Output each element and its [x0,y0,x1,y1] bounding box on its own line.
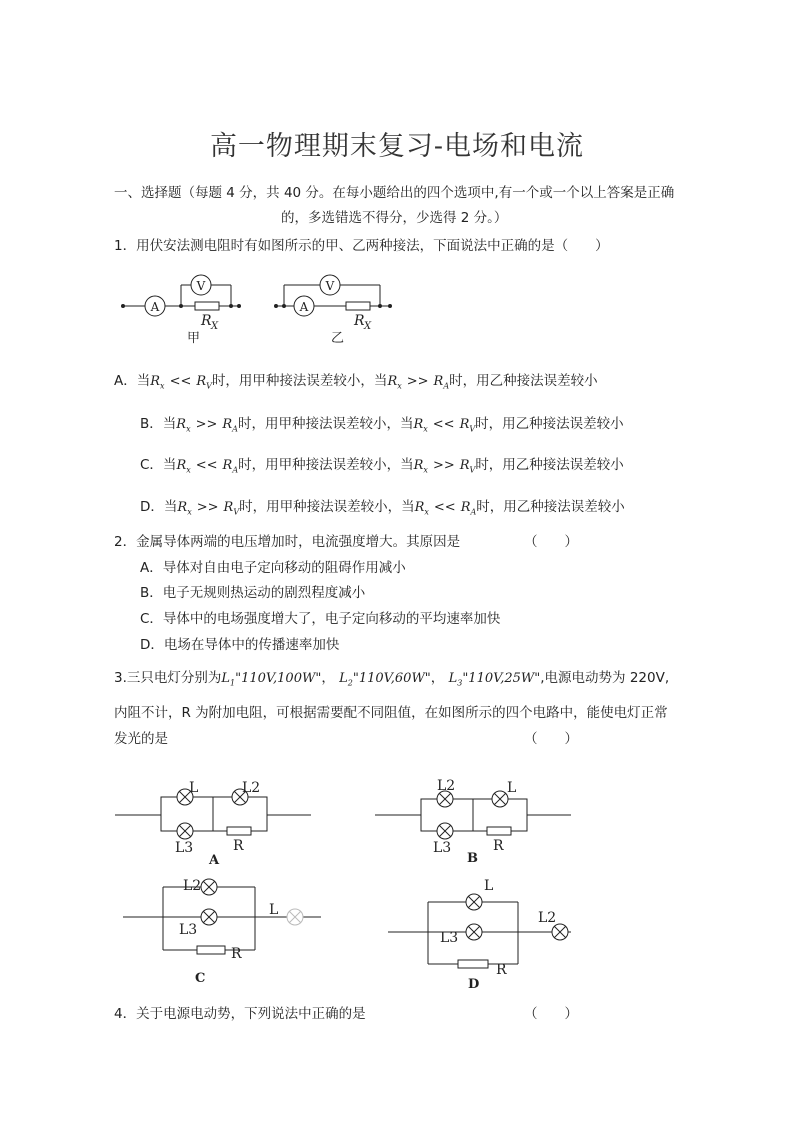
svg-text:D: D [468,977,480,992]
inline-formula: $R_x << R_A$ [414,500,477,517]
lamp-icon [552,924,568,940]
inline-formula: $R_x >> R_V$ [413,458,476,475]
circuit-figure-c [123,872,328,987]
question-2-answer-blank: （ ） [524,534,578,550]
circuit-figure-yi [268,270,398,345]
svg-text:A: A [299,300,309,314]
svg-text:B: B [467,851,478,866]
svg-text:X: X [364,321,372,332]
question-3-stem-line3: 发光的是 [114,731,168,747]
svg-text:L: L [269,902,279,918]
resistor-icon [197,946,225,954]
inline-formula: $R_x >> R_A$ [387,374,450,391]
question-1-option-c: C．当$R_x << R_A$时，用甲种接法误差较小，当$R_x >> R_V$时，用乙种接法误差较小 [140,457,624,475]
svg-text:L2: L2 [183,878,202,894]
svg-text:乙: 乙 [331,331,345,346]
svg-text:V: V [196,279,206,293]
question-3-answer-blank: （ ） [524,731,578,747]
question-3-stem-line2: 内阻不计，R 为附加电阻，可根据需要配不同阻值，在如图所示的四个电路中，能使电灯正常 [114,705,668,721]
svg-text:L: L [189,780,199,796]
question-2-stem: 2．金属导体两端的电压增加时，电流强度增大。其原因是 [114,534,461,550]
circuit-figure-jia [115,270,245,345]
svg-text:R: R [496,962,507,978]
svg-text:L3: L3 [179,922,198,938]
inline-formula: $R_x << R_V$ [150,374,212,391]
resistor-icon [195,302,219,310]
svg-text:R: R [233,838,244,854]
question-1-option-a: A．当$R_x << R_V$时，用甲种接法误差较小，当$R_x >> R_A$时，用乙种接法误差较小 [114,373,598,391]
svg-text:甲: 甲 [187,331,201,346]
svg-text:L3: L3 [433,840,452,856]
inline-formula: $R_x << R_V$ [413,417,476,434]
svg-text:R: R [354,313,365,329]
question-2-option-b: B．电子无规则热运动的剧烈程度减小 [140,585,366,601]
inline-formula: $R_x >> R_V$ [177,500,240,517]
lamp-icon [466,924,482,940]
resistor-icon [458,960,488,968]
section-instructions-line1: 一、选择题（每题 4 分，共 40 分。在每小题给出的四个选项中,有一个或一个以上答案是正确 [114,185,675,201]
page-title: 高一物理期末复习-电场和电流 [209,131,585,162]
lamp-icon [177,823,193,839]
circuit-figure-b [375,778,575,868]
resistor-icon [227,827,251,835]
svg-text:X: X [211,321,219,332]
svg-text:L2: L2 [242,780,261,796]
lamp-icon [492,791,508,807]
svg-text:L3: L3 [440,930,459,946]
lamp-icon [287,909,303,925]
inline-formula: $R_x >> R_A$ [176,417,238,434]
question-2-option-c: C．导体中的电场强度增大了，电子定向移动的平均速率加快 [140,611,501,627]
inline-formula: $R_x << R_A$ [176,458,239,475]
resistor-icon [487,827,511,835]
svg-text:A: A [209,853,220,868]
question-4-stem: 4．关于电源电动势，下列说法中正确的是 [114,1006,366,1022]
lamp-icon [466,894,482,910]
question-2-option-d: D．电场在导体中的传播速率加快 [140,637,340,653]
circuit-figure-a [115,780,315,870]
circuit-figure-d [388,870,588,990]
svg-text:V: V [325,279,335,293]
lamp-icon [437,823,453,839]
question-3-stem-line1: 3.三只电灯分别为$L_1"110V,100W$"， $L_2"110V,60W$"， $L_3"110V,25W$",电源电动势为 220V, [114,670,670,688]
svg-text:L2: L2 [538,910,557,926]
question-1-option-d: D．当$R_x >> R_V$时，用甲种接法误差较小，当$R_x << R_A$时，用乙种接法误差较小 [140,499,625,517]
svg-text:L: L [484,878,494,894]
question-1-option-b: B．当$R_x >> R_A$时，用甲种接法误差较小，当$R_x << R_V$时，用乙种接法误差较小 [140,416,624,434]
svg-text:R: R [231,946,242,962]
svg-text:A: A [150,300,160,314]
resistor-icon [346,302,370,310]
lamp-icon [201,879,217,895]
question-1-stem: 1．用伏安法测电阻时有如图所示的甲、乙两种接法，下面说法中正确的是（ ） [114,238,609,254]
lamp-icon [201,909,217,925]
svg-text:L2: L2 [437,778,456,794]
question-2-option-a: A．导体对自由电子定向移动的阻碍作用减小 [140,560,406,576]
svg-text:C: C [195,971,206,986]
section-instructions-line2: 的，多选错选不得分，少选得 2 分。） [281,210,508,226]
svg-text:L3: L3 [175,840,194,856]
svg-text:R: R [493,838,504,854]
svg-text:R: R [201,313,212,329]
svg-text:L: L [507,780,517,796]
question-4-answer-blank: （ ） [524,1006,578,1022]
